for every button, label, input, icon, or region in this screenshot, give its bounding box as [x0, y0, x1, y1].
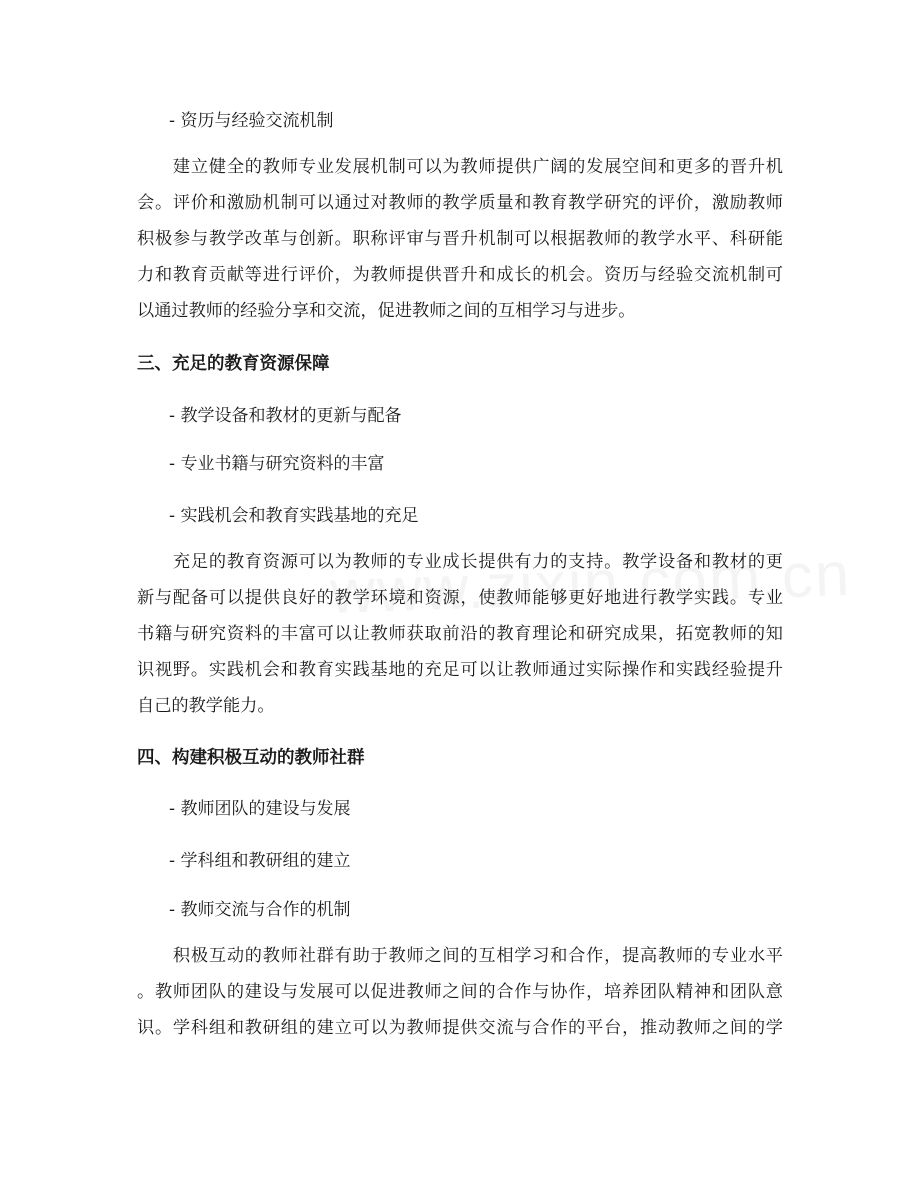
paragraph-line: 充足的教育资源可以为教师的专业成长提供有力的支持。教学设备和教材的更 — [137, 552, 783, 572]
paragraph-line: 书籍与研究资料的丰富可以让教师获取前沿的教育理论和研究成果，拓宽教师的知 — [137, 624, 783, 644]
paragraph-line: 以通过教师的经验分享和交流，促进教师之间的互相学习与进步。 — [137, 301, 636, 321]
section-heading: 三、充足的教育资源保障 — [137, 354, 330, 374]
bullet-item: - 专业书籍与研究资料的丰富 — [169, 454, 385, 474]
paragraph-line: 识视野。实践机会和教育实践基地的充足可以让教师通过实际操作和实践经验提升 — [137, 660, 783, 680]
bullet-item: - 实践机会和教育实践基地的充足 — [169, 506, 419, 526]
bullet-item: - 教师交流与合作的机制 — [169, 900, 351, 920]
paragraph-line: 识。学科组和教研组的建立可以为教师提供交流与合作的平台，推动教师之间的学 — [137, 1018, 783, 1038]
section-heading: 四、构建积极互动的教师社群 — [137, 748, 365, 768]
paragraph-line: 力和教育贡献等进行评价，为教师提供晋升和成长的机会。资历与经验交流机制可 — [137, 265, 783, 285]
paragraph-line: 积极互动的教师社群有助于教师之间的互相学习和合作，提高教师的专业水平 — [137, 946, 783, 966]
bullet-item: - 教学设备和教材的更新与配备 — [169, 406, 402, 426]
bullet-item: - 资历与经验交流机制 — [169, 111, 334, 131]
bullet-item: - 教师团队的建设与发展 — [169, 799, 351, 819]
bullet-item: - 学科组和教研组的建立 — [169, 851, 351, 871]
paragraph-line: 自己的教学能力。 — [137, 696, 275, 716]
paragraph-line: 积极参与教学改革与创新。职称评审与晋升机制可以根据教师的教学水平、科研能 — [137, 229, 783, 249]
paragraph-line: 新与配备可以提供良好的教学环境和资源，使教师能够更好地进行教学实践。专业 — [137, 588, 783, 608]
paragraph-line: 建立健全的教师专业发展机制可以为教师提供广阔的发展空间和更多的晋升机 — [137, 157, 783, 177]
paragraph-line: 会。评价和激励机制可以通过对教师的教学质量和教育教学研究的评价，激励教师 — [137, 193, 783, 213]
paragraph-line: 。教师团队的建设与发展可以促进教师之间的合作与协作，培养团队精神和团队意 — [137, 982, 783, 1002]
